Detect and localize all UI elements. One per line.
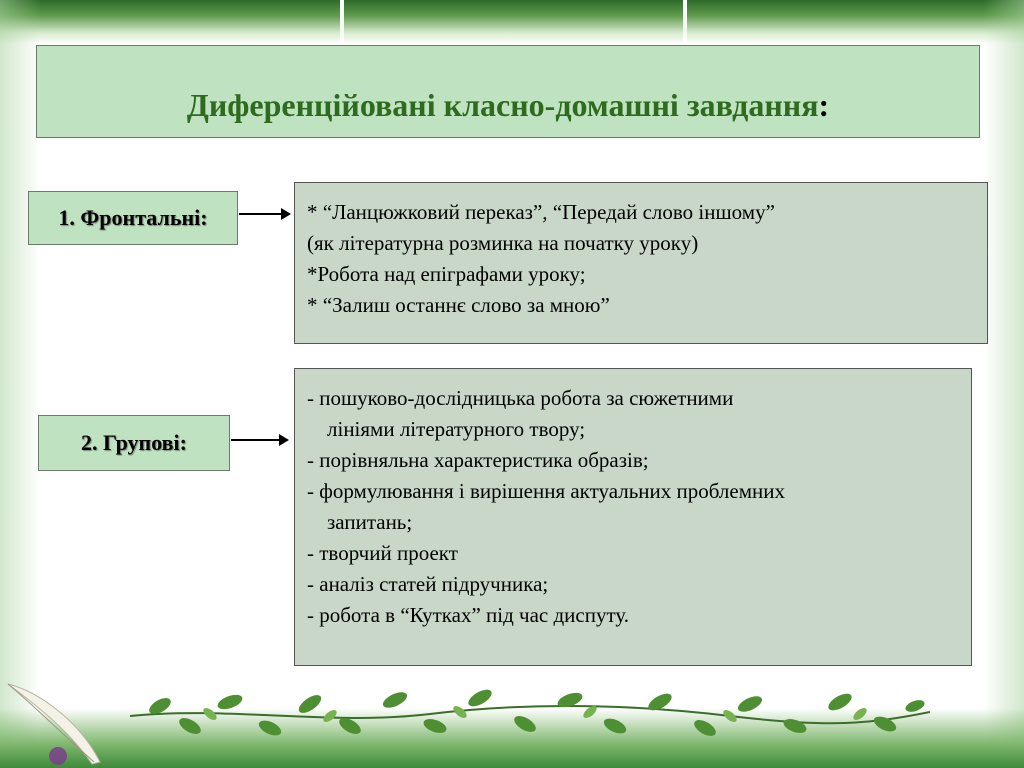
list-item: - формулювання і вирішення актуальних проблемних <box>307 479 785 503</box>
slide-title-box <box>36 45 980 138</box>
list-item: запитань; <box>327 510 413 534</box>
frontal-label: 1. Фронтальні: <box>58 205 208 230</box>
list-item: - аналіз статей підручника; <box>307 572 549 596</box>
list-item: - пошуково-дослідницька робота за сюжетними <box>307 386 734 410</box>
top-decorative-band <box>0 0 1024 44</box>
leafy-vine-decoration <box>130 676 930 746</box>
left-decorative-edge <box>0 0 40 768</box>
slide-title <box>187 87 829 124</box>
group-label-box <box>38 415 230 471</box>
group-tasks-box <box>294 368 972 666</box>
title-text: Диференційовані класно-домашні завдання <box>186 87 819 123</box>
list-item: - робота в “Кутках” під час диспуту. <box>307 603 630 627</box>
list-item: лініями літературного твору; <box>327 417 586 441</box>
quill-pen-icon <box>0 672 110 768</box>
arrow-right-icon <box>239 213 289 215</box>
list-item: (як літературна розминка на початку уроку) <box>307 231 699 255</box>
band-divider <box>340 0 344 44</box>
list-item: - творчий проект <box>307 541 458 565</box>
list-item: - порівняльна характеристика образів; <box>307 448 649 472</box>
frontal-tasks-box <box>294 182 988 344</box>
list-item: * “Ланцюжковий переказ”, “Передай слово іншому” <box>307 200 775 224</box>
right-decorative-edge <box>984 0 1024 768</box>
group-label: 2. Групові: <box>80 430 187 455</box>
list-item: * “Залиш останнє слово за мною” <box>307 293 610 317</box>
arrow-right-icon <box>231 439 287 441</box>
list-item: *Робота над епіграфами уроку; <box>307 262 586 286</box>
band-divider <box>683 0 687 44</box>
title-colon: : <box>818 87 830 123</box>
frontal-label-box <box>28 191 238 245</box>
